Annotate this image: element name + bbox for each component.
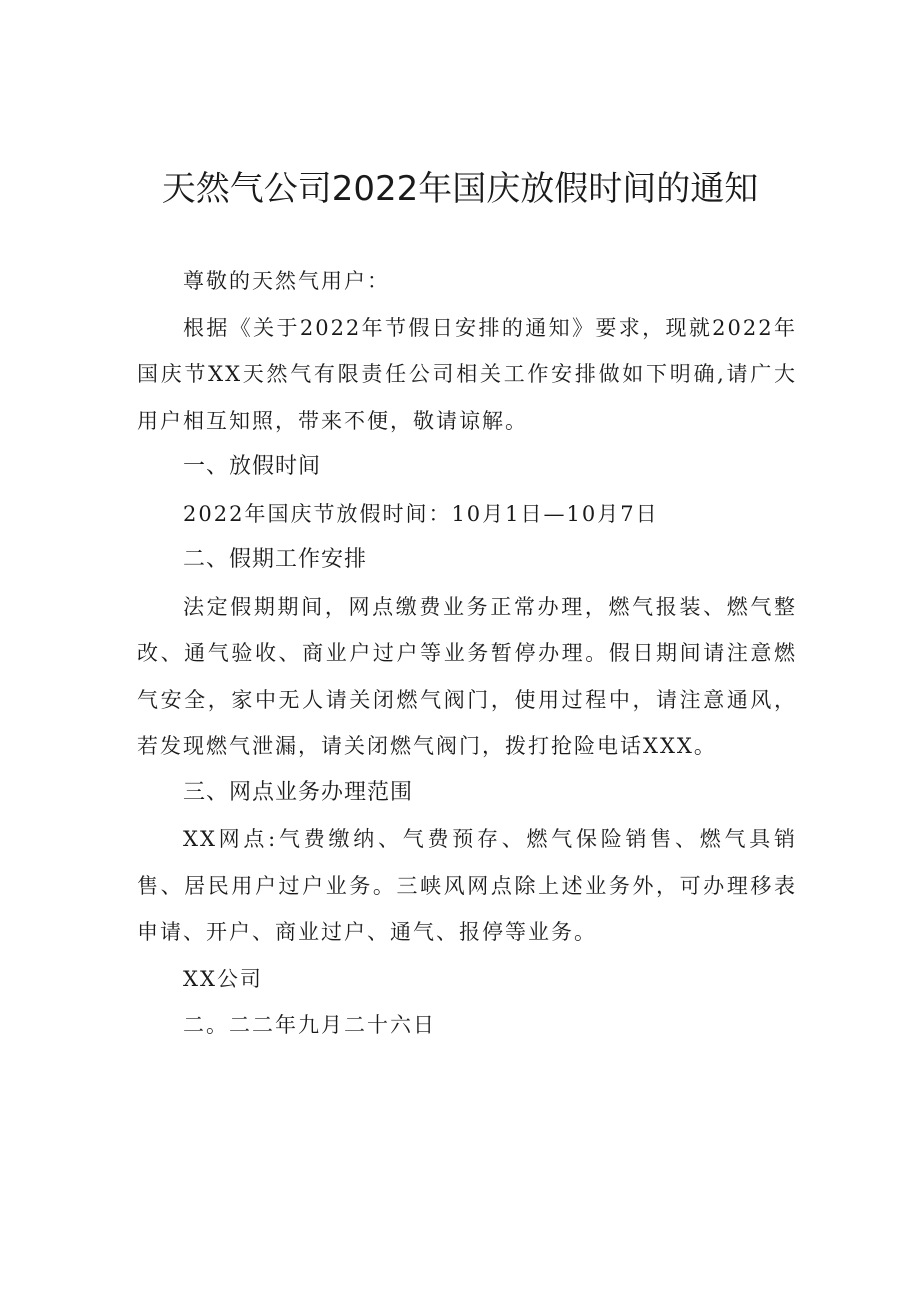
section-heading-service-scope: 三、网点业务办理范围 (183, 779, 414, 805)
section-text-holiday: 2022年国庆节放假时间：10月1日—10月7日 (183, 501, 659, 526)
document-body (137, 258, 797, 1049)
section-text-work-arrangement: 法定假期期间，网点缴费业务正常办理，燃气报装、燃气整改、通气验收、商业户过户等业务暂停办理。假日期间请注意燃气安全，家中无人请关闭燃气阀门，使用过程中，请注意通风，若发现燃气泄漏，请关闭燃气阀门，拨打抢险电话XXX。 (137, 594, 797, 758)
section-heading-holiday: 一、放假时间 (183, 454, 322, 479)
section-text-service-scope: XX网点:气费缴纳、气费预存、燃气保险销售、燃气具销售、居民用户过户业务。三峡风网点除上述业务外，可办理移表申请、开户、商业过户、通气、报停等业务。 (137, 827, 797, 944)
intro-paragraph: 根据《关于2022年节假日安排的通知》要求，现就2022年国庆节XX天然气有限责任公司相关工作安排做如下明确,请广大用户相互知照，带来不便，敬请谅解。 (137, 315, 797, 433)
salutation: 尊敬的天然气用户： (183, 269, 390, 293)
signature-date: 二。二二年九月二十六日 (183, 1013, 436, 1037)
signature: XX公司 (183, 966, 263, 991)
page-title: 天然气公司2022年国庆放假时间的通知 (161, 169, 759, 209)
section-heading-work-arrangement: 二、假期工作安排 (183, 547, 368, 572)
